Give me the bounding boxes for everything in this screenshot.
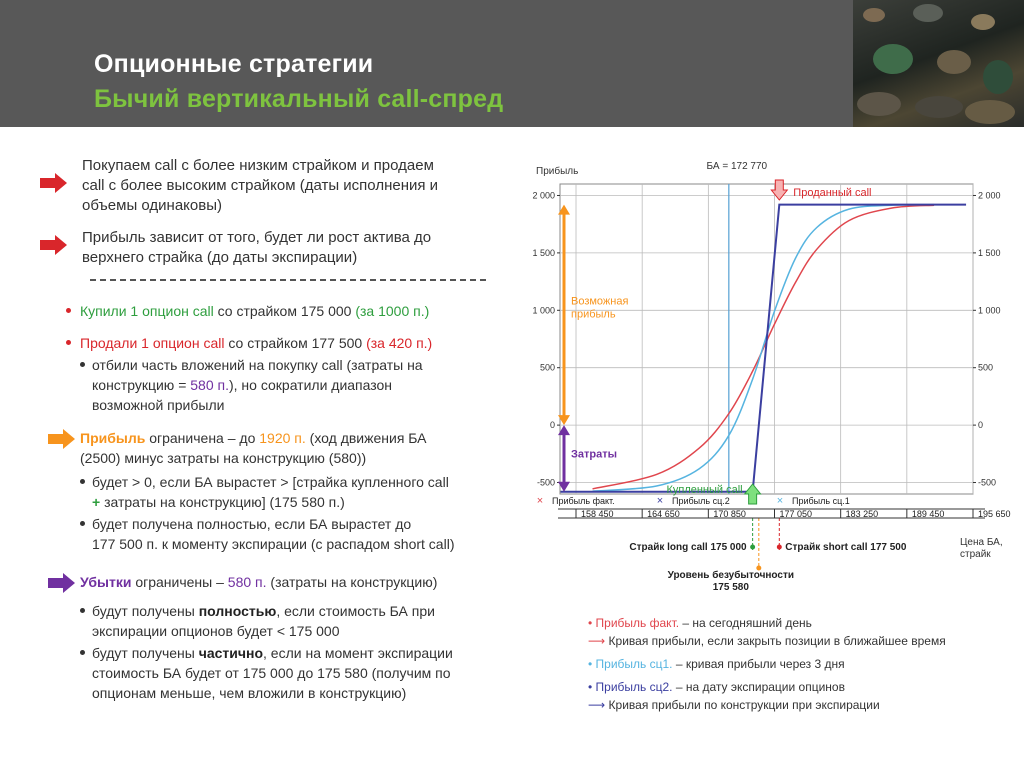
red-arrow-icon (38, 234, 68, 256)
intro-paragraph-1: Покупаем call с более низким страйком и продаем call с более высоким страйком (даты исполнения и объемы одинаковы) (82, 157, 439, 214)
page-subtitle: Бычий вертикальный call-спред (94, 85, 504, 113)
bullet-dot (80, 521, 85, 526)
strike-short-dot (777, 545, 782, 550)
legend-fact: • Прибыль факт. – на сегодняшний день (588, 616, 812, 630)
purple-arrow-icon (46, 572, 76, 594)
y-tick-label-right: 1 000 (978, 305, 1001, 316)
sold-call-label: Проданный call (793, 187, 872, 199)
y-tick-label-right: 0 (978, 420, 984, 431)
trading-floor-photo (853, 0, 1024, 127)
x-tick-label: 164 650 (647, 509, 680, 519)
legend-sc2-desc: ⟶ Кривая прибыли по конструкции при экспирации (588, 698, 880, 712)
page-title: Опционные стратегии (94, 50, 374, 78)
y-tick-label: 1 500 (532, 247, 555, 258)
bullet-dot (80, 362, 85, 367)
costs-label: Затраты (571, 448, 618, 461)
legend-label: Прибыль факт. (552, 496, 615, 506)
x-axis (558, 509, 1011, 519)
breakeven-value: 175 580 (712, 582, 749, 593)
legend-sc2: • Прибыль сц2. – на дату экспирации опцинов (588, 680, 845, 694)
y-tick-label: 2 000 (532, 190, 555, 201)
x-tick-label: 158 450 (581, 509, 614, 519)
bullet-dot (80, 650, 85, 655)
header-bar (0, 0, 1024, 127)
dashed-divider (90, 279, 486, 281)
profit-condition-1: будет > 0, если БА вырастет > [страйка купленного call + затраты на конструкцию] (175 580 п.) (92, 474, 449, 510)
bought-call-label: Купленный call (666, 484, 743, 496)
y-tick-label-right: 2 000 (978, 190, 1001, 201)
loss-summary: Убытки ограничены – 580 п. (затраты на конструкцию) (80, 574, 438, 590)
x-tick-label: 195 650 (978, 509, 1011, 519)
loss-condition-1: будут получены полностью, если стоимость БА при экспирации опционов будет < 175 000 (92, 603, 435, 639)
bought-call-line: Купили 1 опцион call со страйком 175 000 (за 1000 п.) (80, 303, 430, 319)
y-tick-label: 0 (549, 420, 555, 431)
legend-marker-icon: × (776, 495, 784, 507)
legend-label: Прибыль сц.1 (792, 496, 850, 506)
x-tick-label: 189 450 (911, 509, 945, 519)
orange-arrow-icon (46, 428, 76, 450)
red-arrow-icon (38, 172, 68, 194)
loss-condition-2: будут получены частично, если на момент экспирации стоимость БА будет от 175 000 до 175 580 (получим по опционам меньше, чем вложили в конструкцию) (92, 645, 453, 701)
strike-short-label: Страйк short call 177 500 (785, 542, 907, 553)
intro-paragraph-2: Прибыль зависит от того, будет ли рост актива до верхнего страйка (до даты экспирации) (82, 229, 432, 266)
underlying-label: БА = 172 770 (706, 161, 768, 172)
breakeven-label: Уровень безубыточности (667, 570, 795, 581)
x-axis-label: Цена БА, страйк (960, 537, 1003, 560)
y-tick-label-right: 1 500 (978, 247, 1001, 258)
cost-note: отбили часть вложений на покупку call (затраты на конструкцию = 580 п.), но сократили диапазон возможной прибыли (92, 357, 423, 413)
bullet-dot (66, 340, 71, 345)
x-tick-label: 177 050 (779, 509, 813, 519)
bullet-dot (66, 308, 71, 313)
x-tick-label: 183 250 (845, 509, 879, 519)
bullet-dot (80, 608, 85, 613)
y-tick-label-right: -500 (978, 477, 997, 488)
legend-sc1: • Прибыль сц1. – кривая прибыли через 3 дня (588, 657, 845, 671)
legend-marker-icon: × (536, 495, 544, 507)
y-axis-label: Прибыль (536, 166, 579, 177)
profit-chart (518, 150, 1018, 593)
strike-long-label: Страйк long call 175 000 (629, 542, 747, 553)
legend-label: Прибыль сц.2 (672, 496, 730, 506)
legend-marker-icon: × (656, 495, 664, 507)
strike-long-dot (750, 545, 755, 550)
y-tick-label-right: 500 (978, 362, 994, 373)
y-tick-label: -500 (536, 477, 555, 488)
profit-condition-2: будет получена полностью, если БА вырастет до 177 500 п. к моменту экспирации (с распадом short call) (92, 516, 455, 552)
legend-fact-desc: ⟶ Кривая прибыли, если закрыть позиции в ближайшее время (588, 634, 946, 648)
possible-profit-label: Возможная прибыль (571, 295, 629, 321)
chart-legend (537, 495, 850, 507)
y-tick-label: 1 000 (532, 305, 555, 316)
x-tick-label: 170 850 (713, 509, 746, 519)
profit-summary: Прибыль ограничена – до 1920 п. (ход движения БА (2500) минус затраты на конструкцию (580)) (80, 430, 427, 466)
bullet-dot (80, 479, 85, 484)
y-tick-label: 500 (539, 362, 555, 373)
sold-call-line: Продали 1 опцион call со страйком 177 500 (за 420 п.) (80, 335, 433, 351)
